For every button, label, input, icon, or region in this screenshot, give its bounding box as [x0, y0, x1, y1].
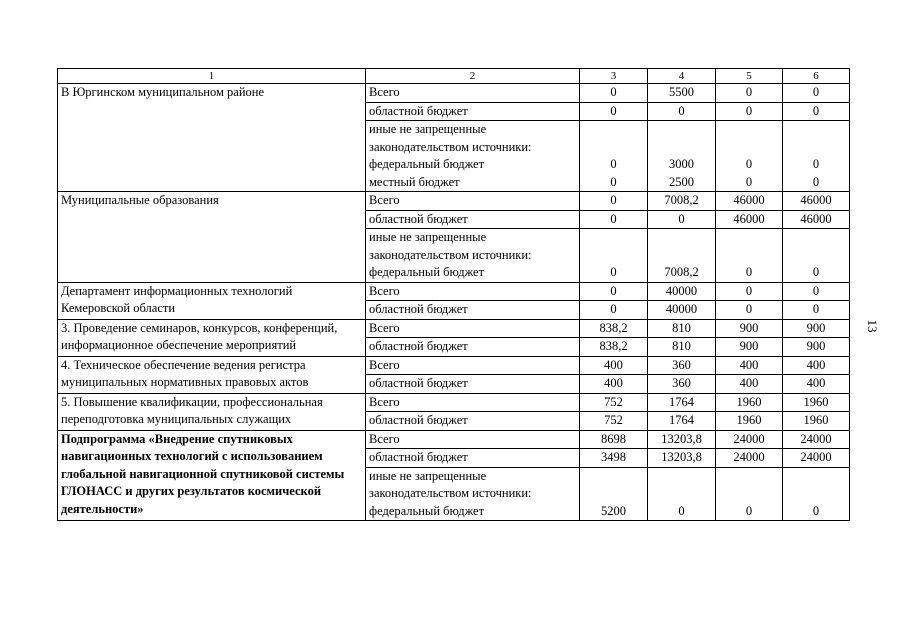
amount-cell: 46000 [716, 210, 783, 229]
budget-table [57, 68, 850, 521]
page-number: 13 [865, 319, 880, 333]
amount-cell: 0 [580, 282, 648, 301]
table-row [58, 430, 850, 449]
amount-cell: 360 [648, 356, 716, 375]
amount-cell: 900 [783, 319, 850, 338]
table-row [58, 282, 850, 301]
amount-cell: 0 [648, 467, 716, 521]
funding-source: Всего [366, 393, 580, 412]
column-number-4: 4 [648, 69, 716, 84]
row-title: 4. Техническое обеспечение ведения регистра муниципальных нормативных правовых актов [58, 356, 366, 393]
amount-cell: 0 [648, 210, 716, 229]
amount-cell: 0 0 [580, 121, 648, 192]
amount-cell: 13203,8 [648, 430, 716, 449]
row-title: Департамент информационных технологий Кемеровской области [58, 282, 366, 319]
amount-cell: 1960 [716, 412, 783, 431]
budget-table-body [58, 69, 850, 521]
amount-cell: 1764 [648, 412, 716, 431]
amount-cell: 13203,8 [648, 449, 716, 468]
funding-source: областной бюджет [366, 449, 580, 468]
amount-cell: 0 [716, 282, 783, 301]
column-number-6: 6 [783, 69, 850, 84]
column-number-1: 1 [58, 69, 366, 84]
funding-source: Всего [366, 192, 580, 211]
amount-cell: 1960 [783, 393, 850, 412]
amount-cell: 400 [580, 375, 648, 394]
table-row [58, 84, 850, 103]
amount-cell: 40000 [648, 282, 716, 301]
amount-cell: 0 [580, 210, 648, 229]
amount-cell: 24000 [716, 449, 783, 468]
funding-source: областной бюджет [366, 301, 580, 320]
amount-cell: 0 [783, 102, 850, 121]
amount-cell: 24000 [783, 449, 850, 468]
amount-cell: 46000 [716, 192, 783, 211]
amount-cell: 400 [716, 375, 783, 394]
amount-cell: 400 [783, 375, 850, 394]
amount-cell: 0 [716, 84, 783, 103]
funding-source: иные не запрещенные законодательством источники: федеральный бюджет местный бюджет [366, 121, 580, 192]
amount-cell: 0 [580, 229, 648, 283]
amount-cell: 0 [783, 282, 850, 301]
amount-cell: 400 [716, 356, 783, 375]
funding-source: Всего [366, 430, 580, 449]
table-row [58, 192, 850, 211]
amount-cell: 46000 [783, 210, 850, 229]
amount-cell: 360 [648, 375, 716, 394]
amount-cell: 0 0 [716, 121, 783, 192]
amount-cell: 1960 [783, 412, 850, 431]
row-title: В Юргинском муниципальном районе [58, 84, 366, 192]
amount-cell: 8698 [580, 430, 648, 449]
amount-cell: 900 [716, 319, 783, 338]
amount-cell: 5200 [580, 467, 648, 521]
amount-cell: 0 [716, 467, 783, 521]
amount-cell: 7008,2 [648, 229, 716, 283]
funding-source: Всего [366, 356, 580, 375]
row-title: 5. Повышение квалификации, профессиональная переподготовка муниципальных служащих [58, 393, 366, 430]
amount-cell: 24000 [783, 430, 850, 449]
table-row [58, 356, 850, 375]
amount-cell: 0 [716, 229, 783, 283]
amount-cell: 400 [580, 356, 648, 375]
amount-cell: 1960 [716, 393, 783, 412]
amount-cell: 46000 [783, 192, 850, 211]
table-row [58, 393, 850, 412]
amount-cell: 752 [580, 412, 648, 431]
column-number-2: 2 [366, 69, 580, 84]
funding-source: иные не запрещенные законодательством источники: федеральный бюджет [366, 467, 580, 521]
funding-source: иные не запрещенные законодательством источники: федеральный бюджет [366, 229, 580, 283]
amount-cell: 400 [783, 356, 850, 375]
amount-cell: 0 0 [783, 121, 850, 192]
amount-cell: 0 [716, 301, 783, 320]
amount-cell: 900 [716, 338, 783, 357]
amount-cell: 1764 [648, 393, 716, 412]
amount-cell: 0 [580, 192, 648, 211]
funding-source: областной бюджет [366, 210, 580, 229]
amount-cell: 0 [716, 102, 783, 121]
amount-cell: 0 [580, 84, 648, 103]
amount-cell: 838,2 [580, 319, 648, 338]
amount-cell: 7008,2 [648, 192, 716, 211]
amount-cell: 838,2 [580, 338, 648, 357]
amount-cell: 810 [648, 338, 716, 357]
amount-cell: 0 [783, 84, 850, 103]
funding-source: областной бюджет [366, 375, 580, 394]
funding-source: областной бюджет [366, 412, 580, 431]
funding-source: областной бюджет [366, 102, 580, 121]
amount-cell: 0 [648, 102, 716, 121]
funding-source: областной бюджет [366, 338, 580, 357]
funding-source: Всего [366, 84, 580, 103]
amount-cell: 810 [648, 319, 716, 338]
table-row [58, 319, 850, 338]
amount-cell: 24000 [716, 430, 783, 449]
row-title: 3. Проведение семинаров, конкурсов, конференций, информационное обеспечение мероприятий [58, 319, 366, 356]
amount-cell: 0 [783, 467, 850, 521]
row-title: Муниципальные образования [58, 192, 366, 283]
amount-cell: 0 [580, 301, 648, 320]
column-number-3: 3 [580, 69, 648, 84]
column-number-5: 5 [716, 69, 783, 84]
funding-source: Всего [366, 319, 580, 338]
amount-cell: 5500 [648, 84, 716, 103]
column-number-row [58, 69, 850, 84]
amount-cell: 0 [783, 301, 850, 320]
amount-cell: 0 [580, 102, 648, 121]
funding-source: Всего [366, 282, 580, 301]
amount-cell: 3000 2500 [648, 121, 716, 192]
amount-cell: 40000 [648, 301, 716, 320]
amount-cell: 900 [783, 338, 850, 357]
amount-cell: 3498 [580, 449, 648, 468]
amount-cell: 752 [580, 393, 648, 412]
row-title: Подпрограмма «Внедрение спутниковых навигационных технологий с использованием глобальной навигационной спутниковой системы ГЛОНАСС и других результатов космической деятельности» [58, 430, 366, 521]
amount-cell: 0 [783, 229, 850, 283]
